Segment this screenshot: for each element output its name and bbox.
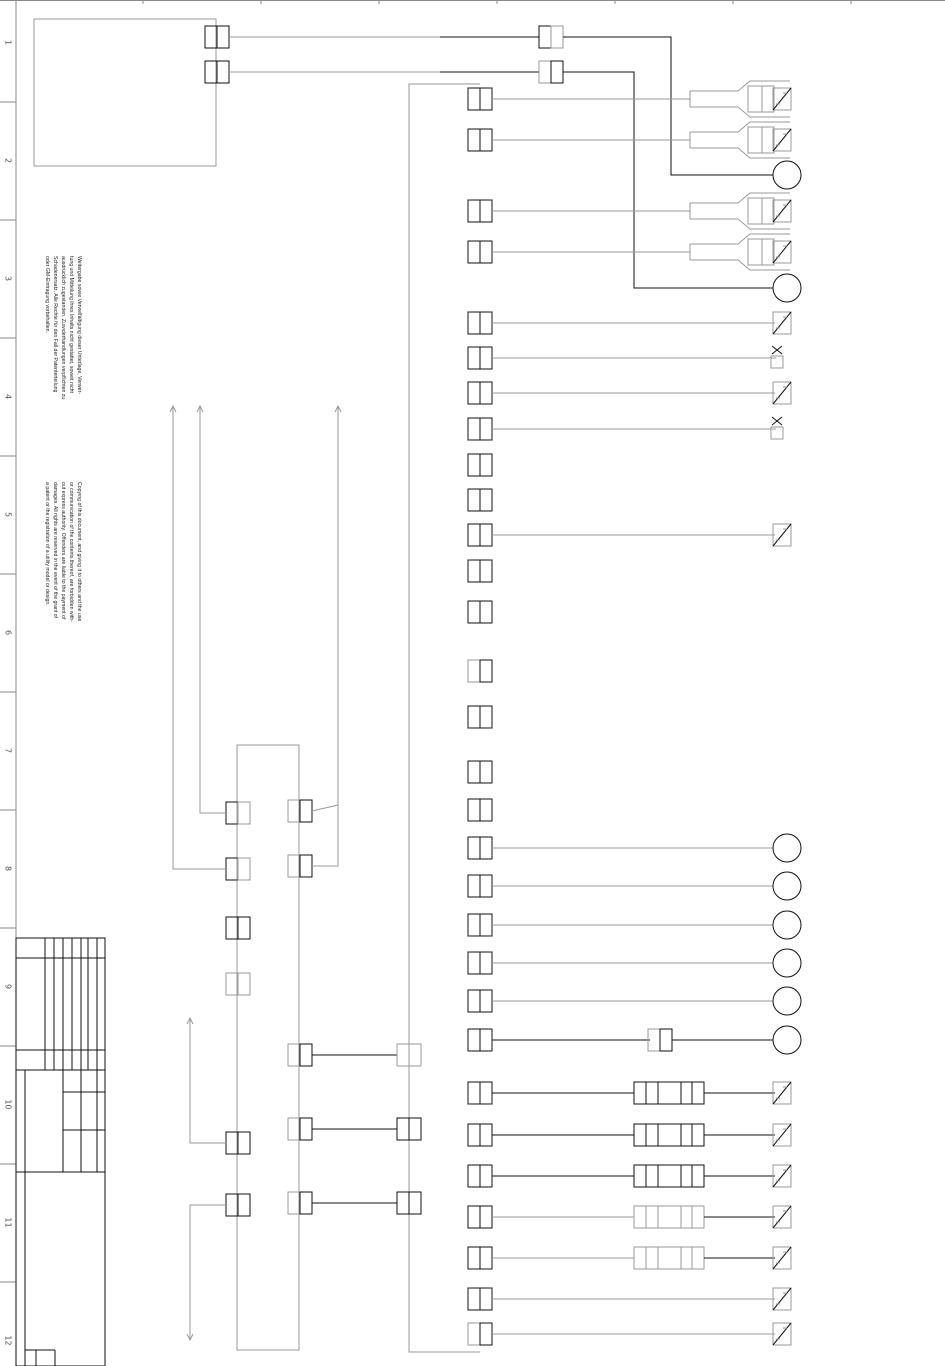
sensor-diagonal: [773, 1206, 791, 1228]
copyright-note-english: [43, 482, 83, 622]
sensor-diagonal: [773, 1165, 791, 1187]
circle-terminal: [773, 911, 801, 939]
circle-terminal: [773, 834, 801, 862]
relay-block: [634, 1082, 704, 1104]
sensor-diagonal: [773, 1124, 791, 1146]
row-label: 8: [3, 865, 13, 872]
connector-main: [468, 875, 480, 897]
connector-module: [300, 855, 312, 877]
coupler-outline: [690, 122, 790, 132]
sensor-diagonal: [773, 1082, 791, 1104]
connector-module: [238, 973, 250, 995]
connector-module: [288, 800, 300, 822]
connector-main: [468, 454, 480, 476]
wire: [563, 37, 773, 175]
connector-main: [468, 1206, 480, 1228]
circle-terminal: [773, 987, 801, 1015]
note-line: tung und Mitteilung ihres Inhalts nicht gestattet, soweit nicht: [68, 256, 74, 393]
connector-module: [288, 1192, 300, 1214]
row-label: 4: [3, 393, 13, 400]
coupler-block: [762, 127, 774, 153]
row-label: 9: [3, 983, 13, 990]
connector-main: [468, 312, 480, 334]
sensor-diagonal: [773, 1323, 791, 1345]
connector-main: [468, 1029, 480, 1051]
connector-module: [226, 858, 238, 880]
connector-module: [238, 1194, 250, 1216]
module-frame: [34, 19, 216, 166]
connector-main: [480, 952, 492, 974]
note-line: ausdrücklich zugestanden. Zuwiderhandlungen verpflichten zu: [60, 256, 66, 400]
connector-module: [288, 1118, 300, 1140]
connector-main: [468, 129, 480, 151]
connector-module: [226, 802, 238, 824]
connector-main: [468, 1124, 480, 1146]
coupler-outline: [690, 234, 790, 244]
connector-main: [480, 88, 492, 110]
coupler-outline: [690, 107, 790, 117]
connector-module: [397, 1192, 409, 1214]
coupler-outline: [690, 193, 790, 203]
title-block: [16, 938, 105, 1366]
connector-module: [226, 1194, 238, 1216]
connector-main: [480, 241, 492, 263]
connector-module: [300, 1118, 312, 1140]
connector-main: [468, 799, 480, 821]
connector-module: [238, 1132, 250, 1154]
connector-main: [468, 88, 480, 110]
connector-main: [468, 200, 480, 222]
connector-main: [480, 706, 492, 728]
connector-main: [480, 418, 492, 440]
row-label: 10: [3, 1099, 13, 1110]
note-line: damages. All rights are reserved in the event of the grant of: [52, 482, 58, 619]
connector-main: [480, 660, 492, 682]
connector-main: [468, 1247, 480, 1269]
coupler-outline: [690, 81, 790, 91]
row-label: 6: [3, 629, 13, 636]
connector-main: [480, 129, 492, 151]
sensor-diagonal: [773, 200, 791, 222]
connector-module: [238, 802, 250, 824]
connector-top: [539, 26, 551, 48]
row-label: 11: [3, 1217, 13, 1228]
copyright-note-german: [43, 256, 83, 399]
module-frame-lower: [237, 745, 299, 1350]
connector-module: [397, 1044, 409, 1066]
connector-main: [480, 799, 492, 821]
row-label: 7: [3, 747, 13, 754]
connector-main: [480, 524, 492, 546]
note-line: oder GM-Eintragung vorbehalten.: [44, 256, 50, 333]
connector-main: [480, 875, 492, 897]
connector-main: [480, 1124, 492, 1146]
row-label: 2: [3, 157, 13, 164]
coupler-outline: [690, 148, 790, 158]
connector-main: [468, 706, 480, 728]
connector-main: [480, 1029, 492, 1051]
connector-main: [468, 660, 480, 682]
leader-line: [190, 1205, 226, 1340]
sensor-diagonal: [773, 241, 791, 263]
connector-main: [468, 382, 480, 404]
ground-bus: [409, 84, 480, 1352]
coupler-block: [748, 127, 762, 153]
connector-main: [468, 1288, 480, 1310]
leader-line: [312, 406, 338, 866]
connector-top: [217, 61, 229, 83]
row-label: 1: [3, 39, 13, 46]
connector-main: [468, 418, 480, 440]
connector-main: [480, 914, 492, 936]
connector-main: [480, 382, 492, 404]
note-line: Weitergabe sowie Vervielfältigung dieser Unterlage, Verwer-: [76, 256, 82, 395]
sensor-diagonal: [773, 1247, 791, 1269]
connector-main: [480, 560, 492, 582]
leader-line: [190, 1018, 226, 1143]
row-label: 3: [3, 275, 13, 282]
connector-module: [288, 855, 300, 877]
coupler-outline: [690, 260, 790, 270]
sensor-diagonal: [773, 88, 791, 110]
sensor-diagonal: [773, 1288, 791, 1310]
connector-main: [480, 1323, 492, 1345]
coupler-block: [762, 198, 774, 224]
connector-main: [480, 1288, 492, 1310]
connector-main: [480, 347, 492, 369]
connector-main: [468, 837, 480, 859]
coupler-block: [762, 239, 774, 265]
connector-main: [480, 489, 492, 511]
leader-line: [200, 406, 226, 813]
connector-module: [409, 1118, 421, 1140]
connector-main: [468, 952, 480, 974]
connector-module: [226, 1132, 238, 1154]
sensor-diagonal: [773, 312, 791, 334]
connector-top: [217, 26, 229, 48]
row-label: 5: [3, 511, 13, 518]
connector-main: [468, 1082, 480, 1104]
circle-terminal: [773, 274, 801, 302]
coupler-block: [748, 239, 762, 265]
coupler-block: [762, 86, 774, 112]
note-line: a patent or the registration of a utility model or design.: [44, 482, 50, 606]
wire: [563, 72, 773, 288]
circle-terminal: [773, 161, 801, 189]
connector-module: [397, 1118, 409, 1140]
connector-main: [468, 914, 480, 936]
connector-main: [468, 990, 480, 1012]
connector-top: [205, 61, 217, 83]
connector-module: [409, 1044, 421, 1066]
connector-main: [468, 1323, 480, 1345]
connector-main: [480, 1206, 492, 1228]
sensor-diagonal: [773, 524, 791, 546]
row-label: 12: [3, 1335, 13, 1346]
sensor-diagonal: [773, 382, 791, 404]
connector-main: [468, 524, 480, 546]
connector-module: [238, 917, 250, 939]
coupler-block: [748, 86, 762, 112]
connector-module: [226, 917, 238, 939]
connector-main: [480, 990, 492, 1012]
connector-top: [551, 61, 563, 83]
connector-main: [480, 1247, 492, 1269]
note-line: or communication of the contents thereof, are forbidden with-: [68, 482, 74, 622]
relay-block: [634, 1247, 704, 1269]
connector-module: [288, 1044, 300, 1066]
connector-main: [480, 837, 492, 859]
connector-main: [480, 601, 492, 623]
connector-main: [480, 454, 492, 476]
connector-main: [468, 761, 480, 783]
note-line: Schadenersatz. Alle Rechte für den Fall der Patenterteilung: [52, 256, 58, 393]
coupler-outline: [690, 219, 790, 229]
leader-line: [312, 805, 338, 811]
connector-module: [409, 1192, 421, 1214]
circle-terminal: [773, 872, 801, 900]
sensor-diagonal: [773, 129, 791, 151]
connector-main: [480, 312, 492, 334]
connector-module: [300, 1192, 312, 1214]
circle-terminal: [773, 949, 801, 977]
connector-main: [468, 560, 480, 582]
connector-main: [468, 347, 480, 369]
connector-module: [226, 973, 238, 995]
coupler-block: [748, 198, 762, 224]
circle-terminal: [773, 1026, 801, 1054]
connector-top: [551, 26, 563, 48]
connector-main: [480, 1165, 492, 1187]
connector-main: [468, 241, 480, 263]
connector-main: [468, 601, 480, 623]
note-line: Copying of this document, and giving it to others and the use: [76, 482, 82, 622]
connector-main: [480, 761, 492, 783]
connector-module: [300, 800, 312, 822]
connector-main: [468, 1165, 480, 1187]
connector-module: [238, 858, 250, 880]
connector-main: [468, 489, 480, 511]
relay-block: [634, 1206, 704, 1228]
note-line: out express authority. Offenders are liable to the payment of: [60, 482, 66, 620]
connector-inline: [660, 1029, 672, 1051]
connector-top: [539, 61, 551, 83]
connector-top: [205, 26, 217, 48]
relay-block: [634, 1124, 704, 1146]
connector-module: [300, 1044, 312, 1066]
connector-main: [480, 1082, 492, 1104]
connector-main: [480, 200, 492, 222]
relay-block: [634, 1165, 704, 1187]
